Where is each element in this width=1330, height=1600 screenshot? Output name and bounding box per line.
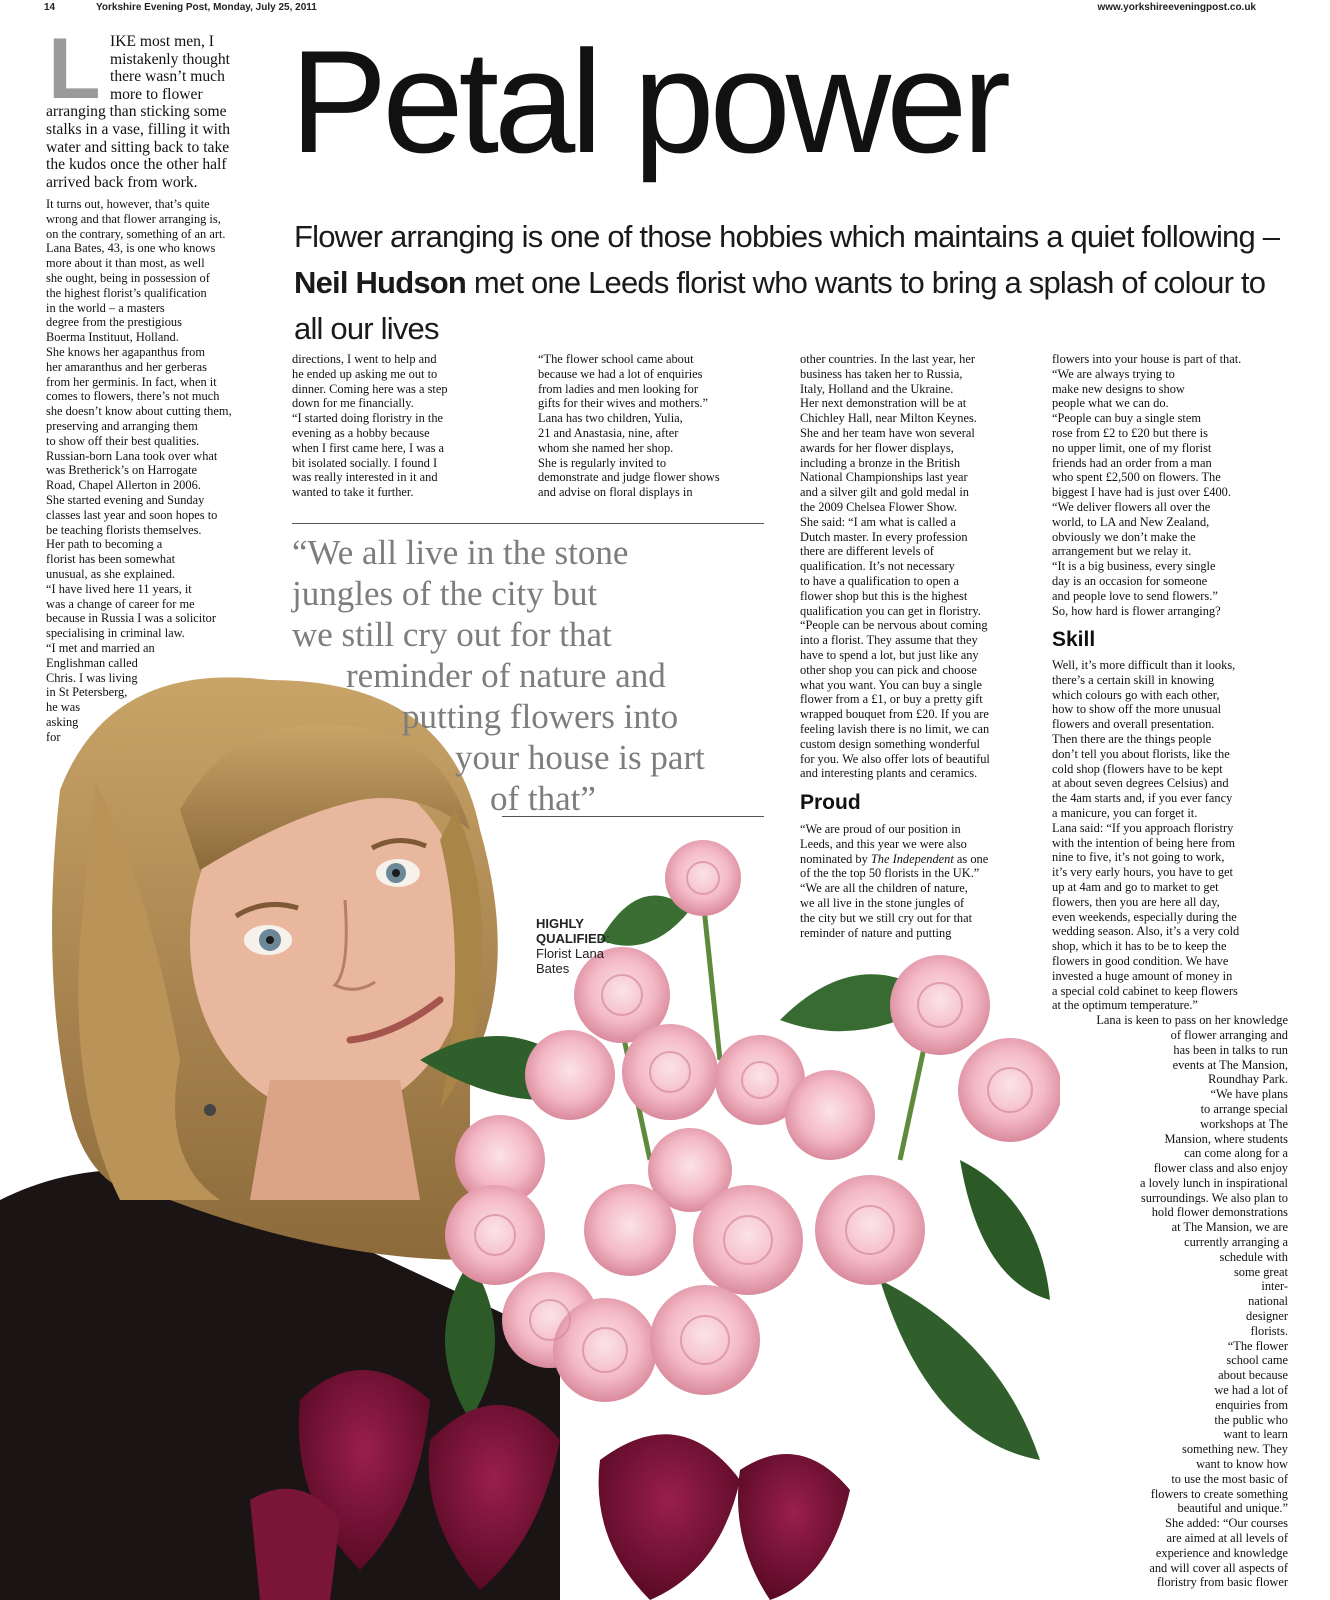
text-line: reminder of nature and putting	[800, 925, 952, 940]
text-line: a special cold cabinet to keep flowers	[1052, 983, 1238, 998]
text-line: flowers to create something	[1150, 1486, 1288, 1501]
text-line: the city but we still cry out for that	[800, 910, 973, 925]
text-line: flower from a £1, or buy a pretty gift	[800, 692, 983, 707]
text-line: inter-	[1261, 1279, 1288, 1294]
byline: Neil Hudson	[294, 265, 467, 300]
text-line: florists.	[1250, 1323, 1288, 1338]
text-line: for you. We also offer lots of beautiful	[800, 751, 990, 766]
pull-quote-line: “We all live in the stone	[292, 533, 629, 572]
text-line: flowers into your house is part of that.	[1052, 352, 1242, 366]
text-line: even weekends, especially during the	[1052, 909, 1237, 924]
text-line: there wasn’t much	[110, 68, 225, 86]
text-line: want to know how	[1196, 1457, 1288, 1472]
text-line: flowers in good condition. We have	[1052, 953, 1229, 968]
text-line: was really interested in it and	[292, 470, 438, 485]
text-line: a manicure, you can forget it.	[1052, 805, 1198, 820]
pull-quote-line: jungles of the city but	[292, 574, 598, 613]
text-line: floristry from basic flower	[1156, 1575, 1288, 1590]
text-line: feeling lavish there is no limit, we can	[800, 721, 990, 736]
text-line: stalks in a vase, filling it with	[46, 120, 231, 138]
text-line: something new. They	[1182, 1442, 1288, 1457]
website-link[interactable]: www.yorkshireeveningpost.co.uk	[1097, 2, 1256, 13]
text-line: rose from £2 to £20 but there is	[1052, 425, 1208, 440]
text-line: Her path to becoming a	[46, 537, 163, 552]
text-line: in St Petersberg,	[46, 685, 128, 700]
text-line: her amaranthus and her gerberas	[46, 359, 207, 374]
text-line: have to spend a lot, but just like any	[800, 647, 979, 662]
text-line: no upper limit, one of my florist	[1052, 440, 1212, 455]
column-5	[1052, 352, 1288, 618]
text-line: want to learn	[1223, 1427, 1288, 1442]
text-line: to arrange special	[1200, 1101, 1288, 1116]
page-number: 14	[44, 2, 56, 13]
pull-quote-line: reminder of nature and	[346, 656, 666, 695]
text-line: IKE most men, I	[110, 33, 214, 50]
text-line: Her next demonstration will be at	[800, 396, 967, 411]
text-line: at the optimum temperature.”	[1052, 998, 1198, 1013]
text-line: Well, it’s more difficult than it looks,	[1052, 658, 1236, 672]
text-line: national	[1248, 1294, 1288, 1309]
text-line: with the intention of being here from	[1052, 835, 1236, 850]
text-line: Lana is keen to pass on her knowledge	[1096, 1013, 1288, 1028]
text-line: people what we can do.	[1052, 396, 1169, 411]
column-2	[292, 352, 522, 500]
text-line: a lovely lunch in inspirational	[1140, 1175, 1288, 1190]
subhead-skill: Skill	[1052, 628, 1096, 651]
text-line: florist has been somewhat	[46, 552, 176, 567]
text-line: to use the most basic of	[1171, 1471, 1288, 1486]
text-line: She said: “I am what is called a	[800, 514, 956, 529]
text-line: whom she named her shop.	[538, 440, 674, 455]
standfirst-part2: met one Leeds florist who wants to bring a splash of colour to all our lives	[294, 265, 1266, 346]
text-line: when I first came here, I was a	[292, 440, 445, 455]
text-line: So, how hard is flower arranging?	[1052, 603, 1221, 618]
caption-text-line: Florist Lana	[536, 946, 604, 961]
text-line: arrangement but we relay it.	[1052, 544, 1192, 559]
text-line: Lana has two children, Yulia,	[538, 411, 683, 426]
text-line: what you want. You can buy a single	[800, 677, 983, 692]
text-line: Englishman called	[46, 655, 138, 670]
text-line: including a bronze in the British	[800, 455, 961, 470]
text-line: schedule with	[1219, 1249, 1288, 1264]
text-line: and advise on floral displays in	[538, 485, 693, 500]
text-line: “We are always trying to	[1052, 366, 1175, 381]
subhead-proud: Proud	[800, 791, 861, 814]
standfirst-part1: Flower arranging is one of those hobbies which maintains a quiet following –	[294, 219, 1280, 254]
text-line: other shop you can pick and choose	[800, 662, 977, 677]
text-line: surroundings. We also plan to	[1140, 1190, 1288, 1205]
text-line: comes to flowers, there’s not much	[46, 389, 220, 404]
text-line: Then there are the things people	[1052, 731, 1212, 746]
text-line: the highest florist’s qualification	[46, 285, 207, 300]
nominated-pre: nominated by	[800, 851, 871, 866]
text-line: Italy, Holland and the Ukraine.	[800, 381, 954, 396]
text-line: has been in talks to run	[1173, 1042, 1288, 1057]
text-line: from her germinis. In fact, when it	[46, 374, 217, 389]
text-line: qualification you can get in floristry.	[800, 603, 981, 618]
text-line: mistakenly thought	[110, 50, 230, 68]
standfirst	[294, 214, 1294, 352]
text-line: currently arranging a	[1184, 1235, 1288, 1250]
text-line: awards for her flower displays,	[800, 440, 954, 455]
text-line: more about it than most, as well	[46, 256, 205, 271]
text-line: the public who	[1214, 1412, 1288, 1427]
text-line: there are different levels of	[800, 544, 934, 559]
caption-label-line2: QUALIFIED	[536, 931, 607, 946]
text-line: Boerma Instituut, Holland.	[46, 330, 179, 345]
text-line: wedding season. Also, it’s a very cold	[1052, 924, 1240, 939]
text-line: nine to five, it’s not going to work,	[1052, 850, 1225, 865]
text-line: business has taken her to Russia,	[800, 366, 963, 381]
text-line: was a change of career for me	[46, 596, 195, 611]
text-line: invested a huge amount of money in	[1052, 968, 1233, 983]
text-line: for	[46, 729, 61, 744]
column-4	[800, 352, 1030, 781]
text-line: It turns out, however, that’s quite	[46, 197, 210, 211]
text-line: can come along for a	[1184, 1146, 1288, 1161]
publication-name: The Independent	[870, 851, 954, 866]
text-line: and will cover all aspects of	[1149, 1560, 1288, 1575]
text-line: Leeds, and this year we were also	[800, 836, 967, 851]
pull-quote-line: we still cry out for that	[292, 615, 612, 654]
text-line: unusual, as she explained.	[46, 566, 176, 581]
text-line: qualification. It’s not necessary	[800, 559, 955, 574]
text-line: there’s a certain skill in knowing	[1052, 672, 1215, 687]
text-line: She added: “Our courses	[1165, 1516, 1288, 1531]
text-line: water and sitting back to take	[46, 138, 230, 156]
text-line: up at 4am and go to market to get	[1052, 879, 1219, 894]
text-line: it’s very early hours, you have to get	[1052, 865, 1233, 880]
text-line: She knows her agapanthus from	[46, 344, 205, 359]
text-line: “I met and married an	[46, 640, 155, 655]
text-line: about because	[1218, 1368, 1288, 1383]
pull-quote-line: your house is part	[455, 738, 705, 777]
text-line: and a silver gilt and gold medal in	[800, 485, 969, 500]
text-line: wrapped bouquet from £20. If you are	[800, 707, 989, 722]
text-line: “The flower school came about	[538, 352, 694, 366]
text-line: “I have lived here 11 years, it	[46, 581, 192, 596]
text-line: “We deliver flowers all over the	[1052, 499, 1211, 514]
text-line: Mansion, where students	[1164, 1131, 1288, 1146]
text-line: asking	[46, 714, 79, 729]
text-line: events at The Mansion,	[1172, 1057, 1288, 1072]
nominated-post: as one	[953, 851, 989, 866]
text-line: “We have plans	[1210, 1087, 1288, 1102]
text-line: Lana said: “If you approach floristry	[1052, 820, 1234, 835]
text-line: don’t tell you about florists, like the	[1052, 746, 1230, 761]
text-line: “People can buy a single stem	[1052, 411, 1201, 426]
text-line: she doesn’t know about cutting them,	[46, 404, 232, 419]
text-line: “People can be nervous about coming	[800, 618, 988, 633]
text-line: biggest I have had is just over £400.	[1052, 485, 1231, 500]
text-line: preserving and arranging them	[46, 418, 198, 433]
column-4-continued	[800, 822, 1030, 940]
text-line: other countries. In the last year, her	[800, 352, 975, 366]
intro-paragraph	[46, 33, 276, 191]
text-line: She is regularly invited to	[538, 455, 667, 470]
text-line: arranging than sticking some	[46, 103, 227, 121]
text-line: flower shop but this is the highest	[800, 588, 968, 603]
caption-text-line: Bates	[536, 961, 570, 976]
text-line: shop, which it has to be to keep the	[1052, 939, 1227, 954]
text-line: gifts for their wives and mothers.”	[538, 396, 708, 411]
text-line: Russian-born Lana took over what	[46, 448, 218, 463]
text-line: friends had an order from a man	[1052, 455, 1212, 470]
pull-quote-rule-top	[292, 523, 764, 524]
text-line	[800, 852, 1030, 867]
text-line: arrived back from work.	[46, 173, 198, 191]
text-line: hold flower demonstrations	[1151, 1205, 1288, 1220]
text-line: which colours go with each other,	[1052, 687, 1220, 702]
text-line: She and her team have won several	[800, 425, 975, 440]
caption-colon: :	[606, 931, 610, 946]
text-line: flowers, then you are here all day,	[1052, 894, 1220, 909]
text-line: at The Mansion, we are	[1171, 1220, 1288, 1235]
text-line: day is an occasion for someone	[1052, 573, 1208, 588]
text-line: the 4am starts and, if you ever fancy	[1052, 791, 1233, 806]
text-line: be teaching florists themselves.	[46, 522, 202, 537]
text-line: we all live in the stone jungles of	[800, 895, 965, 910]
text-line: designer	[1246, 1309, 1288, 1324]
text-line: demonstrate and judge flower shows	[538, 470, 720, 485]
text-line: we had a lot of	[1214, 1383, 1288, 1398]
text-line: Road, Chapel Allerton in 2006.	[46, 478, 201, 493]
text-line: make new designs to show	[1052, 381, 1185, 396]
text-line: “It is a big business, every single	[1052, 559, 1216, 574]
text-line: how to show off the more unusual	[1052, 702, 1222, 717]
pull-quote-line: of that”	[490, 779, 596, 818]
text-line: school came	[1226, 1353, 1288, 1368]
text-line: flower class and also enjoy	[1153, 1161, 1288, 1176]
text-line: into a florist. They assume that they	[800, 633, 978, 648]
text-line: bit isolated socially. I found I	[292, 455, 438, 470]
text-line: because we had a lot of enquiries	[538, 366, 703, 381]
text-line: wanted to take it further.	[292, 485, 414, 500]
text-line: directions, I went to help and	[292, 352, 437, 366]
text-line: to have a qualification to open a	[800, 573, 959, 588]
text-line: Chris. I was living	[46, 670, 138, 685]
text-line: dinner. Coming here was a step	[292, 381, 448, 396]
text-line: degree from the prestigious	[46, 315, 182, 330]
text-line: Roundhay Park.	[1208, 1072, 1288, 1087]
column-3	[538, 352, 770, 500]
text-line: are aimed at all levels of	[1166, 1531, 1288, 1546]
photo-caption	[536, 916, 656, 976]
text-line: “The flower	[1227, 1338, 1288, 1353]
text-line: the 2009 Chelsea Flower Show.	[800, 499, 958, 514]
text-line: cold shop (flowers have to be kept	[1052, 761, 1223, 776]
text-line: down for me financially.	[292, 396, 414, 411]
text-line: enquiries from	[1215, 1397, 1288, 1412]
text-line: on the contrary, something of an art.	[46, 226, 226, 241]
text-line: specialising in criminal law.	[46, 626, 185, 641]
text-line: and interesting plants and ceramics.	[800, 766, 978, 781]
text-line: was Bretherick’s on Harrogate	[46, 463, 198, 478]
text-line: 21 and Anastasia, nine, after	[538, 425, 679, 440]
text-line: obviously we don’t make the	[1052, 529, 1196, 544]
text-line: National Championships last year	[800, 470, 968, 485]
text-line: and people love to send flowers.”	[1052, 588, 1218, 603]
text-line: in the world – a masters	[46, 300, 165, 315]
pull-quote-line: putting flowers into	[402, 697, 679, 736]
text-line: of flower arranging and	[1170, 1027, 1288, 1042]
text-line: some great	[1233, 1264, 1288, 1279]
text-line: custom design something wonderful	[800, 736, 980, 751]
text-line: beautiful and unique.”	[1177, 1501, 1288, 1516]
text-line: classes last year and soon hopes to	[46, 507, 218, 522]
text-line: who spent £2,500 on flowers. The	[1052, 470, 1221, 485]
text-line: more to flower	[110, 85, 203, 103]
text-line: experience and knowledge	[1155, 1545, 1288, 1560]
text-line: the kudos once the other half	[46, 156, 227, 174]
text-line: workshops at The	[1200, 1116, 1288, 1131]
text-line: he ended up asking me out to	[292, 366, 438, 381]
headline: Petal power	[290, 20, 1006, 183]
text-line: “We are all the children of nature,	[800, 881, 968, 896]
text-line: flowers and overall presentation.	[1052, 717, 1215, 732]
text-line: “I started doing floristry in the	[292, 411, 444, 426]
text-line: to show off their best qualities.	[46, 433, 200, 448]
text-line: “We are proud of our position in	[800, 822, 961, 836]
text-line: from ladies and men looking for	[538, 381, 699, 396]
column-5-continued	[1052, 658, 1288, 1590]
text-line: world, to LA and New Zealand,	[1052, 514, 1210, 529]
text-line: She started evening and Sunday	[46, 492, 205, 507]
text-line: because in Russia I was a solicitor	[46, 611, 216, 626]
caption-label-line1: HIGHLY	[536, 916, 584, 931]
text-line: she ought, being in possession of	[46, 270, 210, 285]
text-line: wrong and that flower arranging is,	[46, 211, 221, 226]
text-line: at about seven degrees Celsius) and	[1052, 776, 1229, 791]
text-line: Dutch master. In every profession	[800, 529, 968, 544]
text-line: he was	[46, 700, 81, 715]
publication-date: Yorkshire Evening Post, Monday, July 25, 2011	[96, 2, 317, 13]
text-line: Chichley Hall, near Milton Keynes.	[800, 411, 977, 426]
text-line: evening as a hobby because	[292, 425, 430, 440]
drop-cap: L	[48, 21, 101, 117]
text-line: of the the top 50 florists in the UK.”	[800, 866, 980, 881]
text-line: Lana Bates, 43, is one who knows	[46, 241, 216, 256]
